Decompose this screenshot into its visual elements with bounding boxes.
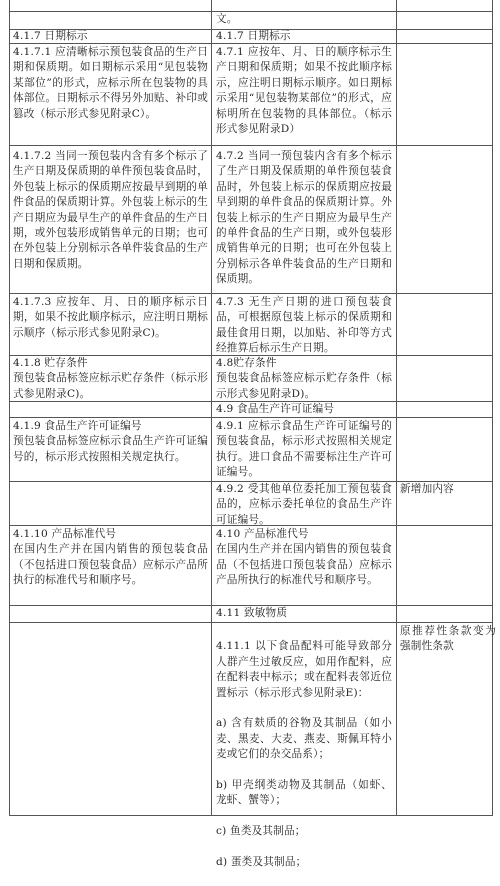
old-standard-cell: 4.1.9 食品生产许可证编号 预包装食品标签应标示食品生产许可证编号的，标示形式按照相关规定执行。	[13, 420, 208, 463]
row-divider	[9, 293, 493, 294]
old-standard-cell: 4.1.8 贮存条件 预包装食品标签应标示贮存条件（标示形式参见附录C)。	[13, 357, 208, 400]
new-standard-cell: 4.11 致敏物质	[216, 607, 288, 619]
allergen-item: b) 甲壳纲类动物及其制品（如虾、龙虾、蟹等）；	[216, 779, 392, 807]
column-divider	[211, 0, 212, 816]
new-standard-cell: 4.10 产品标准代号 在国内生产并在国内销售的预包装食品（不包括进口预包装食品）应标示产品所执行的标准代号和顺序号。	[216, 528, 392, 587]
new-standard-cell: 4.9 食品生产许可证编号	[216, 403, 335, 415]
column-divider	[492, 0, 493, 816]
clause-text: 4.11.1 以下食品配料可能导致部分人群产生过敏反应，如用作配料，应在配料表中标示；或在配料表邻近位置标示（标示形式参见附录E)：	[216, 640, 392, 699]
new-standard-cell: 4.9.1 应标示食品生产许可证编号的预包装食品，标示形式按照相关规定执行。进口食品不需要标注生产许可证编号。	[216, 420, 392, 479]
new-standard-cell: 4.8贮存条件 预包装食品标签应标示贮存条件（标示形式参见附录D)。	[216, 357, 392, 400]
new-standard-cell: 4.7.1 应按年、月、日的顺序标示生产日期和保质期；如果不按此顺序标示，应注明日期标示顺序。如日期标示采用“见包装物某部位”的形式，应标明所在包装物的具体部位。（标示形式参见附录D）	[216, 46, 392, 136]
remark-cell: 原推荐性条款变为强制性条款	[400, 625, 496, 653]
new-standard-cell	[216, 624, 392, 886]
column-divider	[9, 0, 10, 816]
column-divider	[396, 0, 397, 816]
old-standard-cell: 4.1.7 日期标示	[13, 30, 88, 42]
new-standard-cell: 4.9.2 受其他单位委托加工预包装食品的，应标示委托单位的食品生产许可证编号。	[216, 483, 392, 526]
row-divider	[9, 145, 493, 146]
allergen-item: c) 鱼类及其制品；	[216, 825, 306, 838]
row-divider	[9, 622, 493, 623]
new-standard-cell: 4.7.2 当同一预包装内含有多个标示了生产日期及保质期的单件预包装食品时，外包装上标示的保质期应按最早到期的单件食品的保质期计算。外包装上标示的生产日期应为最早生产的单件食品的生产日期，或外包装形成销售单元的日期；也可在外包装上分别标示各单件装食品的生产日期和保质期。	[216, 150, 392, 286]
remark-cell: 新增加内容	[400, 483, 454, 495]
allergen-item: a) 含有麸质的谷物及其制品（如小麦、黑麦、大麦、燕麦、斯佩耳特小麦或它们的杂交品系）；	[216, 717, 392, 761]
old-standard-cell: 4.1.7.1 应清晰标示预包装食品的生产日期和保质期。如日期标示采用“见包装物某部位”的形式，应标示所在包装物的具体部位。日期标示不得另外加贴、补印或篡改（标示形式参见附录C）。	[13, 46, 208, 120]
old-standard-cell: 4.1.7.2 当同一预包装内含有多个标示了生产日期及保质期的单件预包装食品时，外包装上标示的保质期应按最早到期的单件食品的保质期计算。外包装上标示的生产日期应为最早生产的单件食品的生产日期，或外包装形成销售单元的日期；也可在外包装上分别标示各单件装食品的生产日期和保质期。	[13, 150, 208, 270]
new-standard-cell: 4.7.3 无生产日期的进口预包装食品，可根据原包装上标示的保质期和最佳食用日期，以加贴、补印等方式经推算后标示生产日期。	[216, 296, 392, 355]
old-standard-cell: 4.1.7.3 应按年、月、日的顺序标示日期，如果不按此顺序标示，应注明日期标示顺序（标示形式参见附录C)。	[13, 296, 208, 339]
new-standard-cell: 4.1.7 日期标示	[216, 30, 291, 42]
old-standard-cell: 4.1.10 产品标准代号 在国内生产并在国内销售的预包装食品（不包括进口预包装食品）应标示产品所执行的标准代号和顺序号。	[13, 528, 208, 587]
allergen-item: d) 蛋类及其制品；	[216, 856, 307, 869]
new-standard-cell: 文。	[216, 13, 238, 25]
